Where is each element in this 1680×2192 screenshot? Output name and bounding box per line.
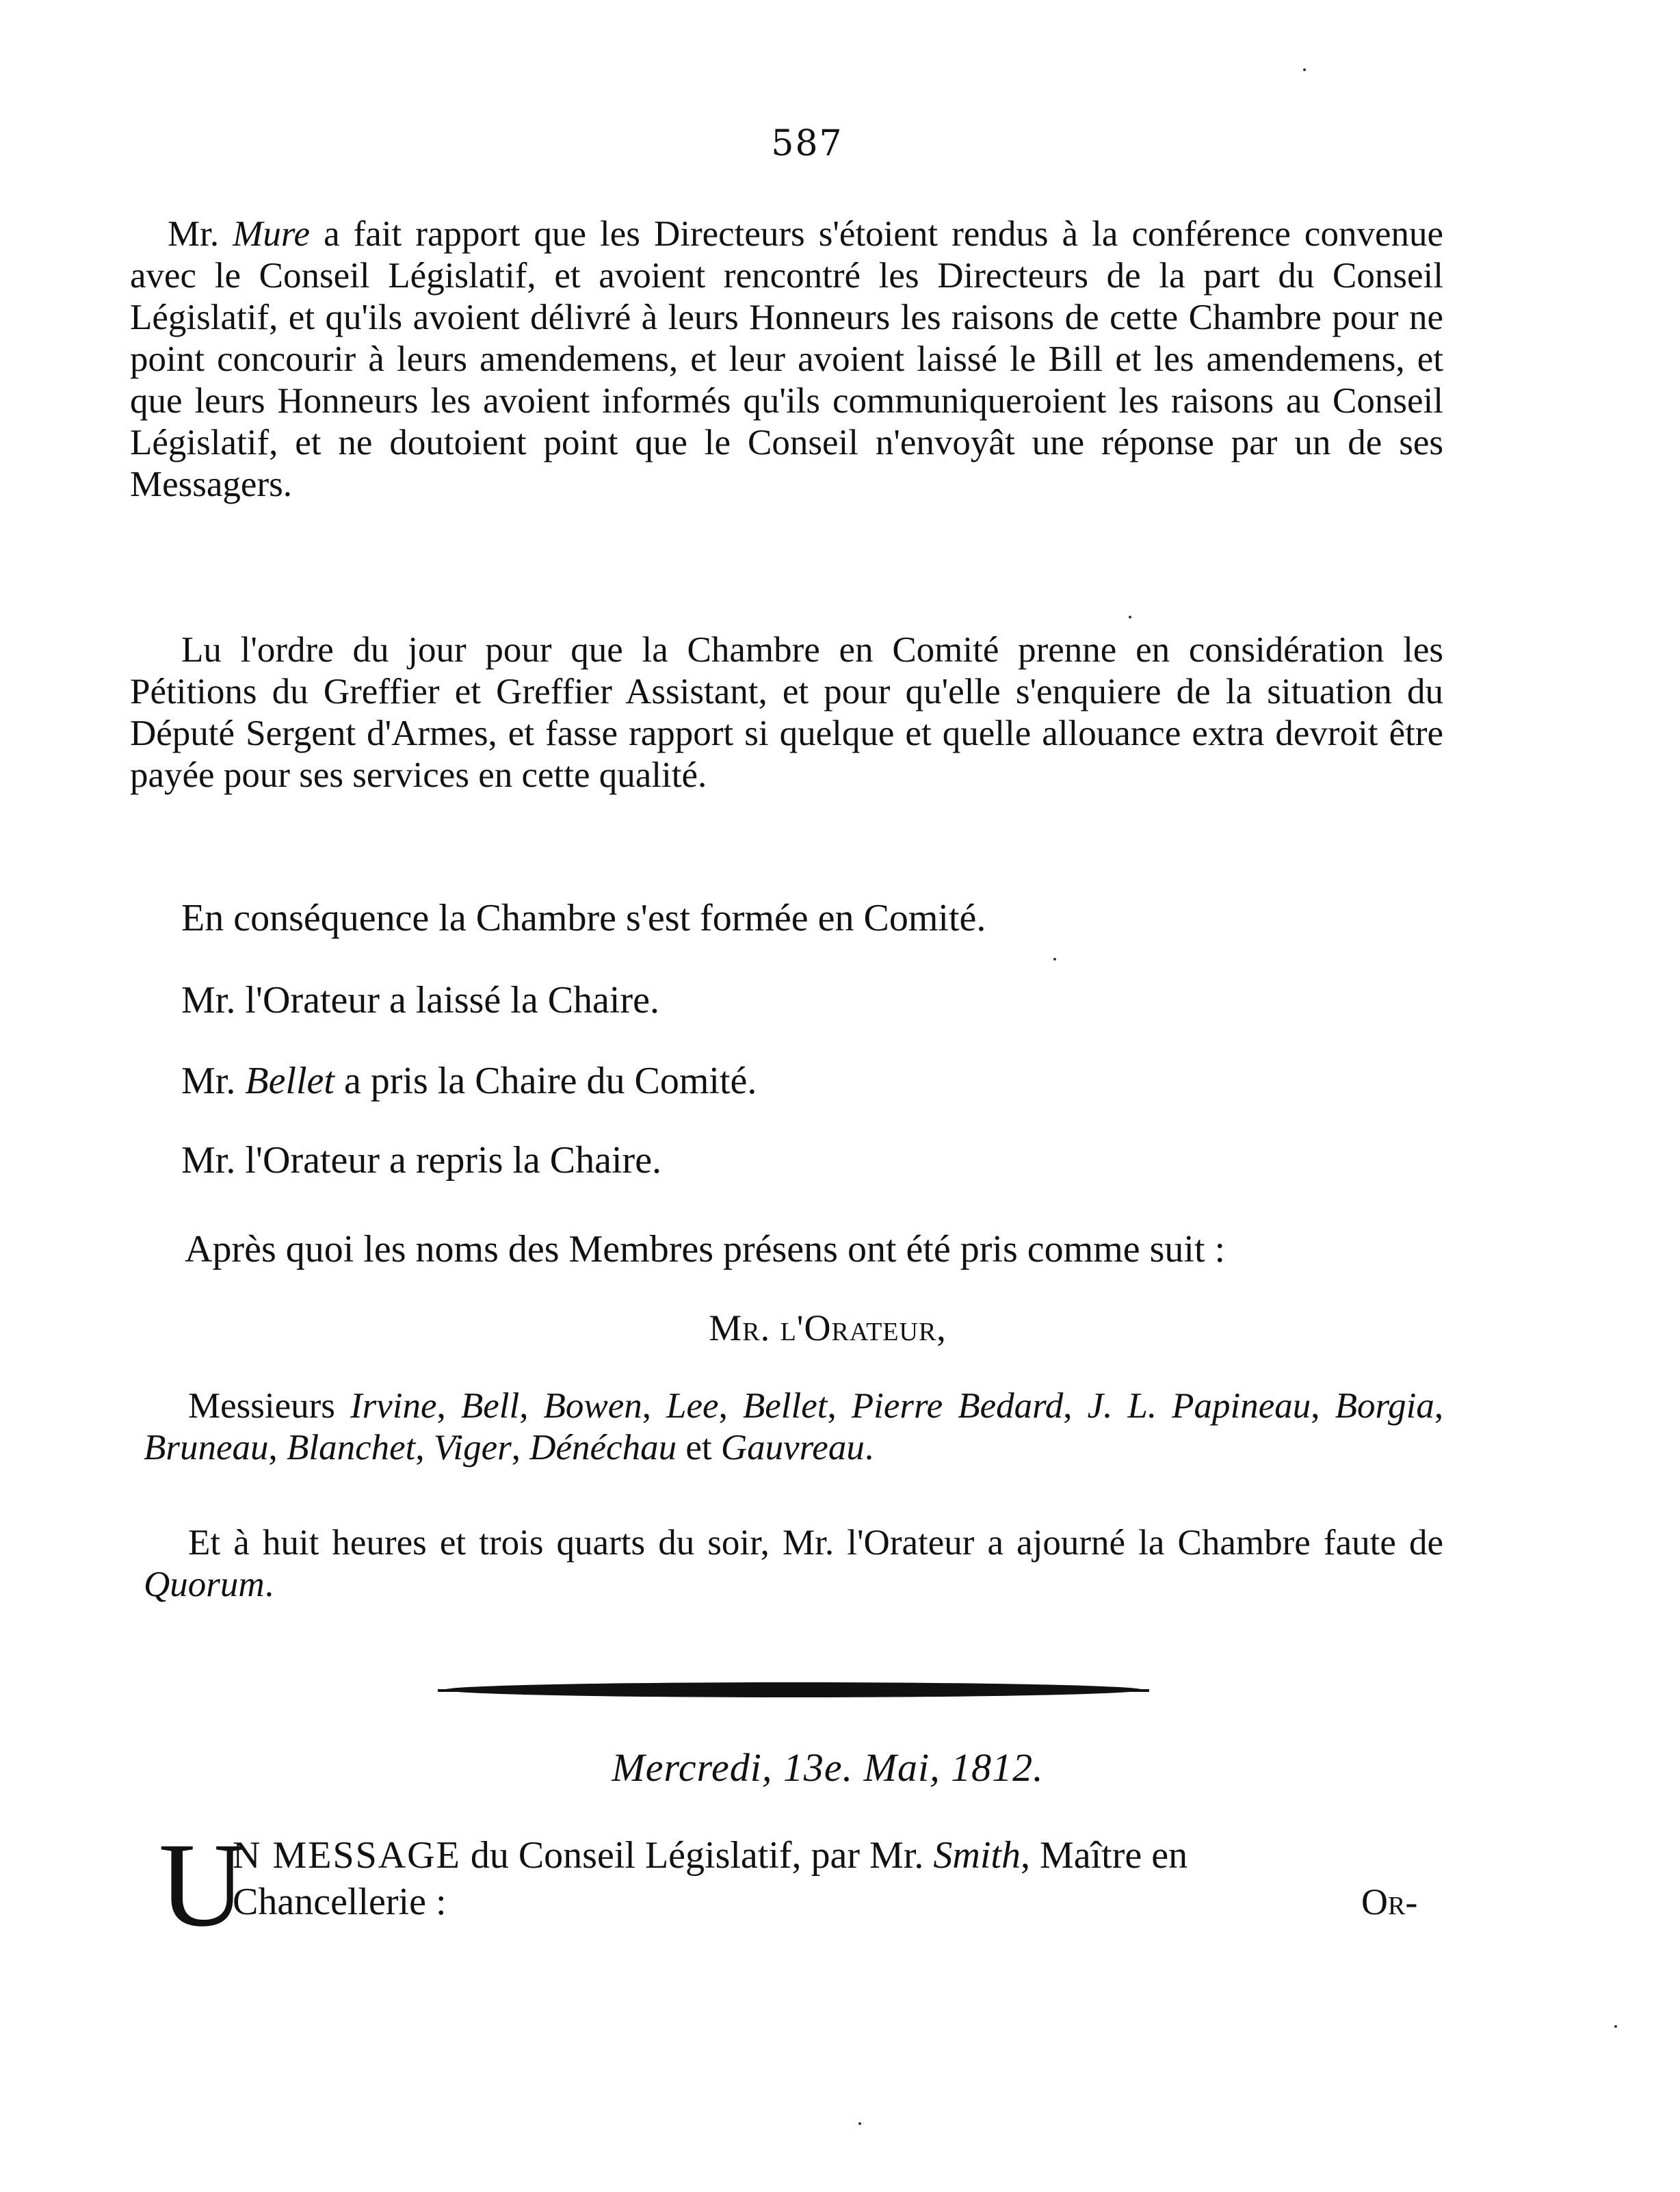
line-bellet-took-chair bbox=[181, 1059, 757, 1103]
report-text: a fait rapport que les Directeurs s'étoient rendus à la conférence convenue avec le Conseil Législatif, et avoient rencontré les Directeurs de la part du Conseil Législatif, et qu'ils avoient délivré à leurs Honneurs les raisons de cette Chambre pour ne point concourir à leurs amendemens, et leur avoient laissé le Bill et les amendemens, et que leurs Honneurs les avoient informés qu'ils communiqueroient les raisons au Conseil Législatif, et ne doutoient point que le Conseil n'envoyât une réponse par un de ses Messagers. bbox=[130, 214, 1443, 504]
speaker-heading: Mr. l'Orateur, bbox=[709, 1307, 947, 1348]
message-text-b: , Maître en bbox=[1020, 1834, 1188, 1877]
adjournment-text: Et à huit heures et trois quarts du soir, Mr. l'Orateur a ajourné la Chambre faute de bbox=[188, 1523, 1443, 1563]
member-name: Dénéchau bbox=[529, 1428, 677, 1467]
message-caps: N MESSAGE bbox=[233, 1834, 461, 1877]
report-prefix: Mr. bbox=[168, 214, 233, 254]
members-intro: Messieurs bbox=[188, 1386, 350, 1426]
message-line-2: Chancellerie : bbox=[233, 1881, 447, 1923]
paragraph-adjournment bbox=[144, 1522, 1443, 1606]
line-speaker-left-chair: Mr. l'Orateur a laissé la Chaire. bbox=[181, 979, 659, 1021]
member-name: Lee bbox=[666, 1386, 719, 1426]
dateline: Mercredi, 13e. Mai, 1812. bbox=[612, 1745, 1044, 1790]
catchword: Or- bbox=[1361, 1881, 1418, 1922]
member-name: Bellet bbox=[742, 1386, 828, 1426]
paragraph-order-of-day: Lu l'ordre du jour pour que la Chambre en Comité prenne en considération les Pétitions du Greffier et Greffier Assistant, et pour qu'elle s'enquiere de la situation du Député Sergent d'Armes, et fasse rapport si quelque et quelle allouance extra devroit être payée pour ses services en cette qualité. bbox=[130, 630, 1443, 795]
print-speck bbox=[1129, 616, 1131, 618]
paragraph-report bbox=[130, 213, 1443, 506]
member-name: Bruneau bbox=[144, 1428, 269, 1467]
drop-cap: U bbox=[159, 1818, 246, 1952]
members-conjunction: et bbox=[677, 1428, 721, 1467]
member-name-smith: Smith bbox=[933, 1834, 1021, 1877]
members-present-list: Messieurs Irvine, Bell, Bowen, Lee, Bellet, Pierre Bedard, J. L. Papineau, Borgia, Bruneau, Blanchet, Viger, Dénéchau et Gauvreau. bbox=[144, 1386, 1444, 1467]
bellet-prefix: Mr. bbox=[181, 1060, 246, 1102]
member-name: Viger bbox=[433, 1428, 512, 1467]
bellet-rest: a pris la Chaire du Comité. bbox=[334, 1060, 757, 1102]
member-name: Gauvreau bbox=[720, 1428, 865, 1467]
message-text-a: du Conseil Législatif, par Mr. bbox=[460, 1834, 934, 1877]
member-name: Pierre Bedard bbox=[851, 1386, 1064, 1426]
member-name: Bowen bbox=[543, 1386, 642, 1426]
member-name-bellet: Bellet bbox=[245, 1060, 334, 1102]
member-name: J. L. Papineau bbox=[1087, 1386, 1311, 1426]
members-end: . bbox=[864, 1428, 874, 1467]
line-speaker-resumed-chair: Mr. l'Orateur a repris la Chaire. bbox=[181, 1139, 662, 1182]
line-committee-formed: En conséquence la Chambre s'est formée en Comité. bbox=[181, 897, 986, 939]
message-line-1 bbox=[233, 1834, 1187, 1877]
member-name-mure: Mure bbox=[233, 214, 311, 254]
quorum-word: Quorum bbox=[144, 1565, 265, 1604]
adjournment-end: . bbox=[264, 1565, 274, 1604]
print-speck bbox=[1303, 68, 1306, 71]
member-name: Borgia bbox=[1335, 1386, 1434, 1426]
section-divider bbox=[445, 1682, 1142, 1697]
member-name: Irvine bbox=[350, 1386, 437, 1426]
line-roll-call-intro: Après quoi les noms des Membres présens ont été pris comme suit : bbox=[185, 1228, 1226, 1270]
print-speck bbox=[858, 2122, 861, 2125]
member-name: Blanchet bbox=[287, 1428, 416, 1467]
print-speck bbox=[1614, 2025, 1617, 2028]
page-number: 587 bbox=[771, 123, 843, 164]
member-name: Bell bbox=[460, 1386, 520, 1426]
print-speck bbox=[1053, 958, 1056, 961]
